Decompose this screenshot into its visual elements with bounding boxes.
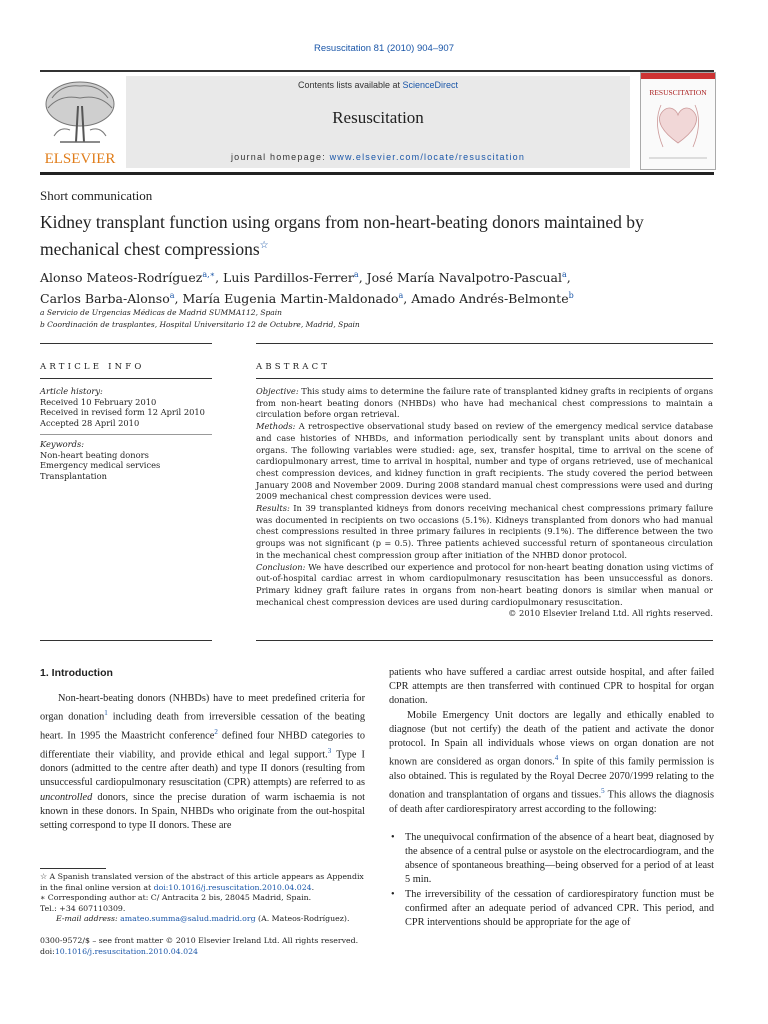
body-right-column <box>389 666 714 930</box>
objective-label: Objective: <box>256 386 299 396</box>
author-affiliation-mark[interactable]: a,∗ <box>202 270 216 279</box>
author-name: Luis Pardillos-Ferrer <box>223 270 354 286</box>
article-info-heading: ARTICLE INFO <box>40 362 145 372</box>
info-divider <box>40 434 212 435</box>
affiliation-a: a Servicio de Urgencias Médicas de Madrid SUMMA112, Spain <box>40 308 282 317</box>
author-affiliation-mark[interactable]: b <box>568 291 574 301</box>
author-affiliation-mark[interactable]: a <box>562 270 567 279</box>
doi-link[interactable]: doi:10.1016/j.resuscitation.2010.04.024 <box>153 882 312 892</box>
history-label: Article history: <box>40 386 103 396</box>
reference-link[interactable]: 5 <box>601 787 605 796</box>
info-heading-rule <box>40 378 212 379</box>
history-revised: Received in revised form 12 April 2010 <box>40 407 205 417</box>
journal-citation[interactable]: Resuscitation 81 (2010) 904–907 <box>314 43 454 54</box>
sciencedirect-link[interactable]: ScienceDirect <box>402 80 459 90</box>
keywords-label: Keywords: <box>40 439 85 449</box>
methods-label: Methods: <box>256 421 296 432</box>
keyword: Non-heart beating donors <box>40 449 149 460</box>
text-run: Non-heart-beating donors (NHBDs) have to meet predefined criteria for organ donation <box>40 693 365 723</box>
abstract-conclusion <box>256 562 713 609</box>
intro-paragraph-3 <box>389 709 714 817</box>
abstract-top-rule <box>256 343 713 344</box>
info-top-rule <box>40 343 212 344</box>
contents-prefix: Contents lists available at <box>297 80 403 90</box>
author-separator: , <box>174 291 183 307</box>
text-run: Type I donors (admitted to the centre after death) and type II donors (resulting from unsuccessful cardiopulmonary resuscitation (CPR) attempts) are referred to as <box>40 749 365 789</box>
conclusion-text: We have described our experience and protocol for non-heart beating donation using victims of out-of-hospital cardiac arrest in whom cardiopulmonary resuscitation has been unsuccessful as donors. Primary kidney graft failure rates in organs from non-heart beating donors is similar when manual or mechanical chest compression devices are used during cardiopulmonary resuscitation. <box>256 561 713 607</box>
text-run: including death from irreversible cessation of the beating heart. In 1995 the Maastricht conference <box>40 711 365 742</box>
results-label: Results: <box>256 503 290 514</box>
doi-link[interactable]: 10.1016/j.resuscitation.2010.04.024 <box>54 946 199 956</box>
article-type: Short communication <box>40 188 153 203</box>
front-matter <box>40 936 370 957</box>
criteria-list <box>389 831 714 930</box>
author-separator: , <box>566 270 571 286</box>
text-run: In spite of this family permission is also obtained. This is regulated by the Royal Decree 2070/1999 relating to the donation and transplantation of organs and tissues. <box>389 756 715 801</box>
contents-line <box>126 80 630 90</box>
author-separator: , <box>215 270 224 286</box>
methods-text: A retrospective observational study based on review of the emergency medical service database and case histories of NHBDs, and information periodically sent by transplant units about donors and organs. The following variables were studied: age, sex, transfer hospital, time to arrival on the scene of cardiopulmonary arrest, time to arrival in hospital, number and type of organs retrieved, use of mechanical chest compression devices, and kidney function in graft recipients. The study covered the period between January 2008 and November 2009. During 2008 standard manual chest compressions were used and during 2009 mechanical chest compression devices were used. <box>256 421 713 502</box>
list-item: • The irreversibility of the cessation of cardiorespiratory function must be confirmed after an adequate period of advanced CPR. This period, and CPR interventions should be appropriate for the age of <box>389 888 714 931</box>
results-text: In 39 transplanted kidneys from donors receiving mechanical chest compressions primary failure was documented in recipients on two occasions (5.1%). Kidneys transplanted from donors who had manual chest compressions resulted in three primary failures in recipients (9.1%). The difference between the two groups was not significant (p = 0.5). Three patients achieved successful return of spontaneous circulation in the mechanical chest compression group after initiation of the NHBD donor protocol. <box>256 503 713 560</box>
header-top-rule <box>40 70 714 72</box>
abstract-results <box>256 503 713 562</box>
author-affiliation-mark[interactable]: a <box>353 270 359 279</box>
author-name: José María Navalpotro-Pascual <box>366 270 563 286</box>
article-title <box>40 211 690 261</box>
author-name: María Eugenia Martin-Maldonado <box>182 291 399 307</box>
abstract-methods <box>256 421 713 503</box>
info-bottom-rule <box>40 640 212 641</box>
email-link[interactable]: amateo.summa@salud.madrid.org <box>120 914 256 923</box>
abstract-body <box>256 386 713 620</box>
author-name: Carlos Barba-Alonso <box>40 291 170 307</box>
text-run: Mobile Emergency Unit doctors are legally and ethically enabled to diagnose (but not certify) the death of the patient and activate the donor protocol. In Spain all individuals whose views on organ donation are not known are considered as organ donors. <box>389 709 714 768</box>
history-accepted: Accepted 28 April 2010 <box>40 417 140 428</box>
reference-link[interactable]: 1 <box>104 709 108 718</box>
intro-paragraph-2: patients who have suffered a cardiac arrest outside hospital, and after failed CPR attempts are then transferred with continued CPR to hospital for organ donation. <box>389 667 714 707</box>
title-text: Kidney transplant function using organs from non-heart-beating donors maintained by mechanical chest compressions <box>40 212 644 259</box>
section-heading: 1. Introduction <box>40 667 113 679</box>
journal-homepage <box>126 152 630 162</box>
footnote-email <box>40 914 365 925</box>
elsevier-logo <box>40 76 120 166</box>
journal-name: Resuscitation <box>332 108 424 127</box>
homepage-prefix: journal homepage: <box>230 152 330 162</box>
author-separator: , <box>358 270 367 286</box>
doi-prefix: doi: <box>40 946 55 956</box>
affiliations <box>40 307 710 331</box>
objective-text: This study aims to determine the failure rate of transplanted kidney grafts in recipients of organs from non-heart beating donors (NHBDs) who have had mechanical chest compressions to maintain a circulation before organ retrieval. <box>256 386 713 420</box>
intro-paragraph-1 <box>40 692 365 833</box>
abstract-copyright: © 2010 Elsevier Ireland Ltd. All rights reserved. <box>508 608 713 619</box>
keyword: Transplantation <box>40 470 107 481</box>
footnote-corresponding: ∗ Corresponding author at: C/ Antracita 2 bis, 28045 Madrid, Spain. <box>40 893 312 902</box>
abstract-objective <box>256 386 713 421</box>
footnote-text: ☆ A Spanish translated version of the abstract of this article appears as Appendix in the final online version at <box>40 872 364 892</box>
header-bottom-rule <box>40 172 714 175</box>
reference-link[interactable]: 2 <box>214 728 218 737</box>
elsevier-wordmark: ELSEVIER <box>44 151 116 166</box>
journal-banner <box>126 76 630 168</box>
body-left-column <box>40 666 365 833</box>
abstract-heading-rule <box>256 378 713 379</box>
text-run: defined four NHBD categories to differentiate their viability, and provide ethical and legal support. <box>40 730 366 761</box>
homepage-link[interactable]: www.elsevier.com/locate/resuscitation <box>329 152 526 162</box>
footnote-text: . <box>311 882 315 892</box>
reference-link[interactable]: 4 <box>554 754 559 763</box>
text-run: donors, since the precise duration of warm ischaemia is not known in these donors. In Spain, NHBDs who originate from the out-hospital setting correspond to type II donors. These are <box>40 791 365 832</box>
author-name: Amado Andrés-Belmonte <box>411 291 569 307</box>
author-list <box>40 266 710 308</box>
emphasis: uncontrolled <box>40 791 93 803</box>
footnote-translation <box>40 872 365 893</box>
history-received: Received 10 February 2010 <box>40 396 157 407</box>
abstract-bottom-rule <box>256 640 713 641</box>
elsevier-tree-icon <box>40 76 120 166</box>
footnote-tel: Tel.: +34 607110309. <box>40 903 126 913</box>
affiliation-b: b Coordinación de trasplantes, Hospital Universitario 12 de Octubre, Madrid, Spain <box>40 320 360 329</box>
author-separator: , <box>403 291 412 307</box>
abstract-heading: ABSTRACT <box>256 362 331 372</box>
footnote-text: (A. Mateos-Rodríguez). <box>255 914 350 923</box>
issn-line: 0300-9572/$ – see front matter © 2010 Elsevier Ireland Ltd. All rights reserved. <box>40 936 359 945</box>
journal-cover-thumbnail <box>640 72 716 170</box>
email-label: E-mail address: <box>56 914 118 923</box>
cover-image <box>641 73 715 169</box>
keyword: Emergency medical services <box>40 460 161 470</box>
list-item: • The unequivocal confirmation of the absence of a heart beat, diagnosed by the absence of a central pulse or asystole on the electrocardiogram, and the absence of spontaneous breathing—being observed for a period of at least 5 min. <box>389 831 714 888</box>
reference-link[interactable]: 3 <box>327 746 332 755</box>
article-info <box>40 386 212 481</box>
text-run: This allows the diagnosis of death after cardiorespiratory arrest according to the following: <box>389 789 714 815</box>
author-affiliation-mark[interactable]: a <box>169 291 175 301</box>
footnote-rule <box>40 868 106 869</box>
conclusion-label: Conclusion: <box>256 561 306 572</box>
title-footnote-mark[interactable]: ☆ <box>259 240 269 251</box>
author-affiliation-mark[interactable]: a <box>398 291 404 301</box>
footnotes <box>40 872 365 925</box>
doi-line <box>40 947 370 958</box>
cover-title: RESUSCITATION <box>649 88 707 97</box>
spacer <box>389 817 714 831</box>
author-name: Alonso Mateos-Rodríguez <box>40 270 203 286</box>
